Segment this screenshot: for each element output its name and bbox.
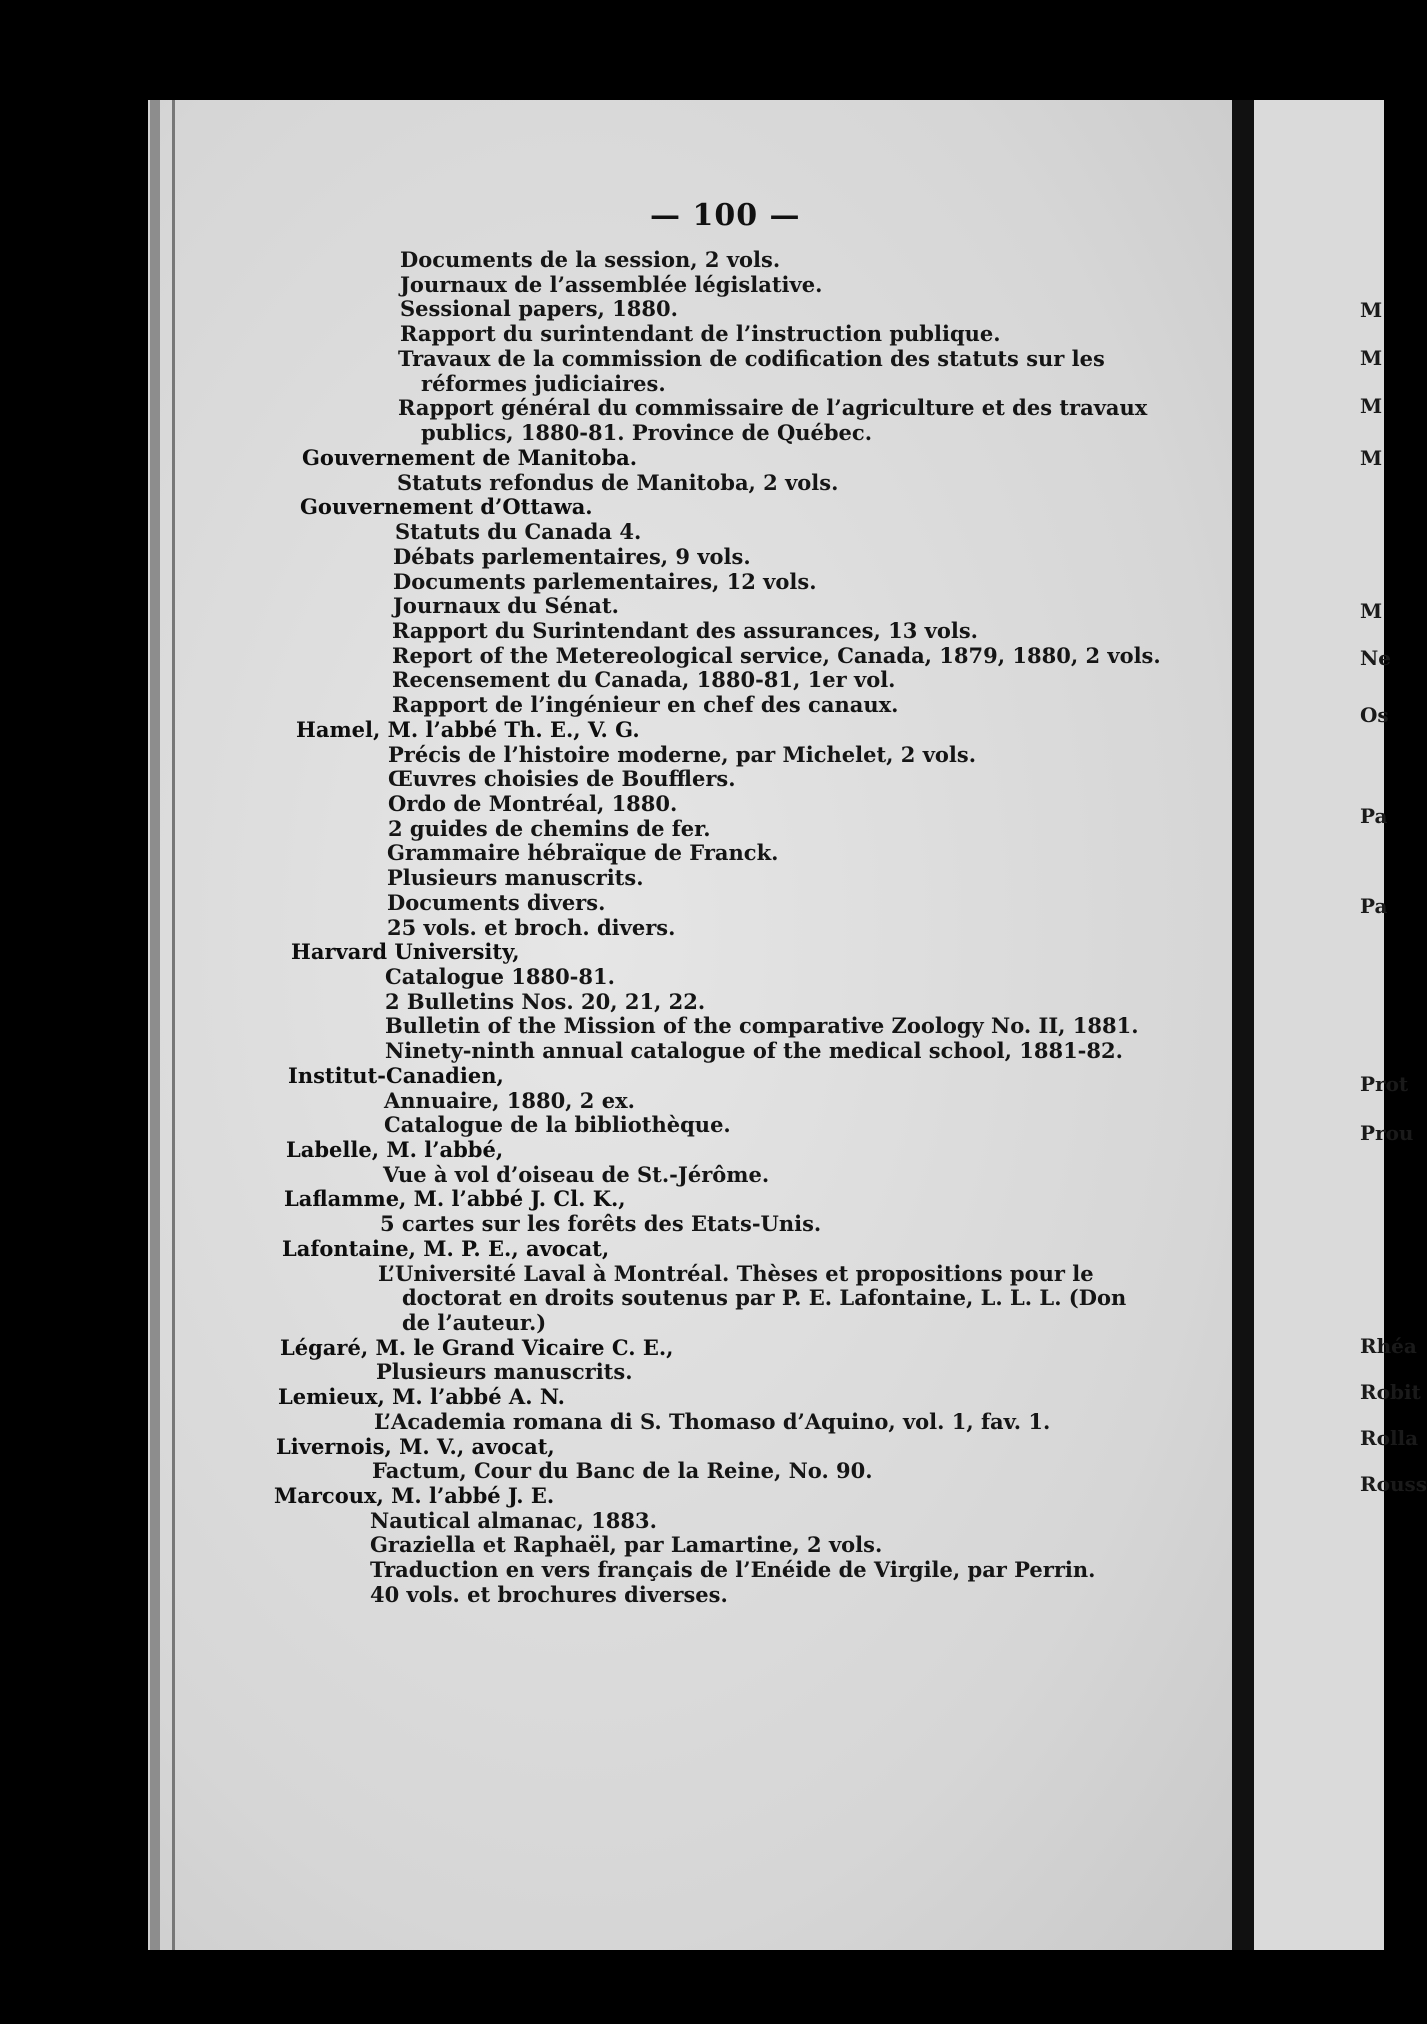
entry-item-line: Bulletin of the Mission of the comparative Zoology No. II, 1881.: [385, 1013, 1139, 1038]
right-page-word-fragment: M: [1360, 298, 1383, 322]
right-page-word-fragment: Pa: [1360, 894, 1388, 918]
right-page-word-fragment: Pa: [1360, 804, 1388, 828]
entry-item-line: Annuaire, 1880, 2 ex.: [384, 1088, 635, 1113]
right-page-word-fragment: Os: [1360, 703, 1389, 727]
entry-donor-heading: Labelle, M. l’abbé,: [286, 1137, 504, 1162]
entry-item-line: Journaux du Sénat.: [393, 593, 619, 618]
entry-item-line: Documents divers.: [387, 890, 606, 915]
entry-item-line: Œuvres choisies de Boufflers.: [388, 766, 736, 791]
right-page-word-fragment: Rhéa: [1360, 1334, 1417, 1358]
entry-donor-heading: Légaré, M. le Grand Vicaire C. E.,: [280, 1335, 674, 1360]
entry-item-line: 40 vols. et brochures diverses.: [370, 1582, 728, 1607]
entry-donor-heading: Marcoux, M. l’abbé J. E.: [274, 1483, 555, 1508]
entry-item-line: Recensement du Canada, 1880-81, 1er vol.: [392, 667, 896, 692]
right-page-word-fragment: M: [1360, 599, 1383, 623]
entry-item-line: Débats parlementaires, 9 vols.: [393, 544, 751, 569]
entry-item-line: Traduction en vers français de l’Enéide de Virgile, par Perrin.: [370, 1557, 1096, 1582]
entry-item-line: 2 Bulletins Nos. 20, 21, 22.: [385, 989, 706, 1014]
entry-donor-heading: Gouvernement d’Ottawa.: [300, 494, 593, 519]
entry-item-line: Statuts du Canada 4.: [395, 519, 642, 544]
entry-item-line: doctorat en droits soutenus par P. E. Lafontaine, L. L. L. (Don: [402, 1285, 1127, 1310]
entry-item-line: Nautical almanac, 1883.: [370, 1508, 657, 1533]
entry-item-line: Report of the Metereological service, Canada, 1879, 1880, 2 vols.: [392, 643, 1161, 668]
entry-item-line: de l’auteur.): [402, 1310, 547, 1335]
entry-item-line: Documents de la session, 2 vols.: [400, 247, 781, 272]
entry-item-line: Plusieurs manuscrits.: [387, 865, 644, 890]
entry-item-line: Rapport du Surintendant des assurances, 13 vols.: [392, 618, 978, 643]
entry-donor-heading: Gouvernement de Manitoba.: [302, 445, 638, 470]
entry-item-line: Ordo de Montréal, 1880.: [388, 791, 678, 816]
entry-item-line: Journaux de l’assemblée législative.: [400, 272, 823, 297]
entry-item-line: L’Academia romana di S. Thomaso d’Aquino, vol. 1, fav. 1.: [374, 1409, 1051, 1434]
page-number: — 100 —: [650, 198, 801, 233]
entry-donor-heading: Harvard University,: [291, 939, 520, 964]
right-page-word-fragment: M: [1360, 346, 1383, 370]
entry-item-line: Ninety-ninth annual catalogue of the medical school, 1881-82.: [385, 1038, 1123, 1063]
entry-item-line: Vue à vol d’oiseau de St.-Jérôme.: [383, 1162, 770, 1187]
entry-donor-heading: Laflamme, M. l’abbé J. Cl. K.,: [284, 1186, 626, 1211]
entry-item-line: L’Université Laval à Montréal. Thèses et propositions pour le: [378, 1261, 1094, 1286]
entry-item-line: Rapport général du commissaire de l’agriculture et des travaux: [398, 395, 1148, 420]
entry-item-line: Factum, Cour du Banc de la Reine, No. 90.: [372, 1458, 873, 1483]
right-page-word-fragment: M: [1360, 446, 1383, 470]
entry-item-line: Travaux de la commission de codification des statuts sur les: [398, 346, 1105, 371]
entry-item-line: réformes judiciaires.: [421, 371, 666, 396]
entry-item-line: Précis de l’histoire moderne, par Michelet, 2 vols.: [388, 742, 977, 767]
right-page-word-fragment: Prot: [1360, 1072, 1409, 1096]
entry-item-line: publics, 1880-81. Province de Québec.: [421, 420, 873, 445]
right-page-word-fragment: Ne: [1360, 646, 1392, 670]
right-page-word-fragment: Robit: [1360, 1380, 1421, 1404]
entry-item-line: Catalogue 1880-81.: [385, 964, 615, 989]
entry-item-line: Sessional papers, 1880.: [400, 296, 678, 321]
right-page-word-fragment: Prou: [1360, 1121, 1414, 1145]
entry-donor-heading: Institut-Canadien,: [288, 1063, 504, 1088]
entry-donor-heading: Livernois, M. V., avocat,: [276, 1434, 555, 1459]
right-page-word-fragment: M: [1360, 394, 1383, 418]
entry-donor-heading: Hamel, M. l’abbé Th. E., V. G.: [296, 717, 640, 742]
entry-item-line: Documents parlementaires, 12 vols.: [393, 569, 817, 594]
entry-donor-heading: Lemieux, M. l’abbé A. N.: [278, 1384, 565, 1409]
entry-item-line: Rapport du surintendant de l’instruction publique.: [400, 321, 1001, 346]
entry-item-line: Statuts refondus de Manitoba, 2 vols.: [397, 470, 839, 495]
entry-donor-heading: Lafontaine, M. P. E., avocat,: [282, 1236, 610, 1261]
right-page-word-fragment: Rouss: [1360, 1472, 1427, 1496]
entry-item-line: 5 cartes sur les forêts des Etats-Unis.: [380, 1211, 822, 1236]
entry-item-line: Graziella et Raphaël, par Lamartine, 2 vols.: [370, 1532, 883, 1557]
entry-item-line: Rapport de l’ingénieur en chef des canaux.: [392, 692, 899, 717]
right-page-word-fragment: Rolla: [1360, 1426, 1419, 1450]
entry-item-line: 25 vols. et broch. divers.: [387, 915, 676, 940]
entry-item-line: 2 guides de chemins de fer.: [388, 816, 711, 841]
entry-item-line: Catalogue de la bibliothèque.: [384, 1112, 731, 1137]
entry-item-line: Plusieurs manuscrits.: [376, 1359, 633, 1384]
entry-item-line: Grammaire hébraïque de Franck.: [387, 840, 779, 865]
